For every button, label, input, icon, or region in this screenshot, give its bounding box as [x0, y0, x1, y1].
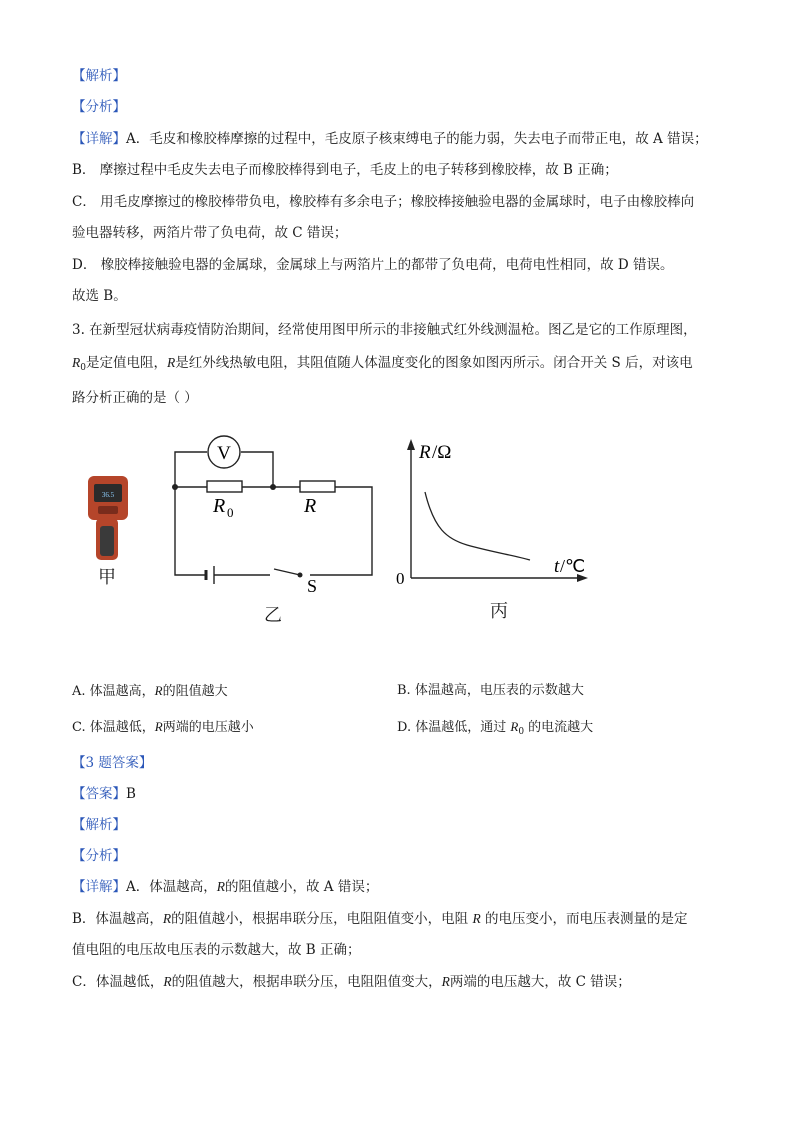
option-d-suffix: 的电流越大 — [524, 720, 594, 735]
resistance-temperature-graph — [392, 434, 602, 594]
x-axis-unit: /℃ — [560, 556, 586, 576]
circuit-diagram — [160, 430, 390, 595]
r0-symbol: R — [72, 355, 81, 370]
option-b: B. 体温越高，电压表的示数越大 — [397, 683, 584, 698]
detail-c-line-1: C． 用毛皮摩擦过的橡胶棒带负电，橡胶棒有多余电子；橡胶棒接触验电器的金属球时，电子由橡胶棒向 — [72, 194, 695, 210]
answer-fenxi-tag: 【分析】 — [72, 848, 126, 864]
option-d — [397, 717, 593, 742]
answer-c-symbol: R — [163, 974, 172, 989]
option-c-symbol: R — [154, 719, 163, 734]
option-a-suffix: 的阻值越大 — [162, 684, 228, 699]
answer-detail-a — [72, 877, 378, 897]
question-line-1: 3. 在新型冠状病毒疫情防治期间，经常使用图甲所示的非接触式红外线测温枪。图乙是它的工作原理图， — [72, 322, 697, 338]
resistor-r0 — [207, 481, 242, 492]
question-line-2-a: 是定值电阻， — [85, 355, 167, 371]
detail-d-line: D． 橡胶棒接触验电器的金属球，金属球上与两箔片上的都带了负电荷，电荷电性相同，故 D 错误。 — [72, 257, 674, 273]
r-symbol: R — [166, 355, 176, 370]
figure-jia-label: 甲 — [98, 567, 116, 588]
answer-tag: 【答案】 — [72, 786, 126, 802]
answer-value: B — [126, 786, 136, 802]
detail-tag: 【详解】 — [72, 131, 126, 147]
detail-a-line — [72, 129, 708, 149]
r0-label-sub: 0 — [227, 505, 234, 520]
y-axis-symbol: R — [419, 442, 431, 463]
answer-c-prefix: C．体温越低， — [72, 974, 164, 990]
answer-line — [72, 784, 136, 804]
gun-readout: 36.5 — [101, 491, 115, 499]
voltmeter-wire-left — [175, 452, 207, 487]
y-axis-arrow — [407, 439, 415, 450]
answer-b-suffix: 的电压变小，而电压表测量的是定 — [480, 911, 688, 927]
switch-blade — [274, 569, 300, 575]
answer-c-suffix: 两端的电压越大，故 C 错误； — [449, 974, 631, 990]
answer-b-mid: 的阻值越小，根据串联分压，电阻阻值变小，电阻 — [171, 911, 473, 927]
option-c — [72, 717, 254, 738]
wire-left — [175, 487, 206, 575]
figure-bing-label: 丙 — [490, 601, 508, 622]
answer-a-symbol: R — [216, 879, 225, 894]
option-d-prefix: D. 体温越低，通过 — [397, 720, 511, 735]
answer-detail-b-1 — [72, 909, 688, 929]
resistance-curve — [425, 492, 530, 560]
answer-detail-c — [72, 972, 631, 992]
conclusion-line: 故选 B。 — [72, 288, 127, 304]
resistor-r — [300, 481, 335, 492]
gun-grip — [100, 526, 114, 556]
answer-b-symbol: R — [162, 911, 172, 926]
option-d-symbol: R — [510, 719, 519, 734]
option-a-symbol: R — [154, 683, 163, 698]
answer-a-suffix: 的阻值越小，故 A 错误； — [225, 879, 379, 895]
option-c-suffix: 两端的电压越小 — [162, 720, 254, 735]
answer-c-symbol-2: R — [441, 974, 450, 989]
jiexi-tag: 【解析】 — [72, 68, 126, 84]
question-line-3: 路分析正确的是（ ） — [72, 390, 198, 406]
answer-section-title: 【3 题答案】 — [72, 755, 153, 771]
switch-contact — [298, 573, 303, 578]
answer-detail-tag: 【详解】 — [72, 879, 126, 895]
voltmeter-label: V — [217, 443, 231, 464]
switch-label: S — [307, 576, 318, 595]
detail-c-line-2: 验电器转移，两箔片带了负电荷，故 C 错误； — [72, 225, 348, 241]
detail-b-line: B． 摩擦过程中毛皮失去电子而橡胶棒得到电子，毛皮上的电子转移到橡胶棒，故 B 正确； — [72, 162, 618, 178]
answer-c-mid: 的阻值越大，根据串联分压，电阻阻值变大， — [171, 974, 442, 990]
fenxi-tag: 【分析】 — [72, 99, 126, 115]
y-axis-unit: /Ω — [432, 442, 452, 463]
option-a-prefix: A. 体温越高， — [72, 684, 155, 699]
answer-b-prefix: B．体温越高， — [72, 911, 163, 927]
x-axis-symbol: t — [554, 556, 560, 577]
detail-a-text: A．毛皮和橡胶棒摩擦的过程中，毛皮原子核束缚电子的能力弱，失去电子而带正电，故 A 错误； — [126, 131, 708, 147]
thermometer-gun-image — [84, 474, 134, 564]
wire-right — [310, 487, 372, 575]
origin-label: 0 — [396, 569, 405, 588]
gun-buttons — [98, 506, 118, 514]
answer-detail-b-2: 值电阻的电压故电压表的示数越大，故 B 正确； — [72, 942, 361, 958]
option-d-subscript: 0 — [518, 727, 525, 737]
junction-left — [172, 484, 178, 490]
junction-right — [270, 484, 276, 490]
r-label: R — [304, 495, 317, 517]
voltmeter-wire-right — [241, 452, 273, 487]
answer-b-symbol-2: R — [472, 911, 481, 926]
question-line-2 — [72, 353, 693, 378]
option-a — [72, 681, 228, 702]
r0-label: R — [213, 495, 226, 517]
answer-jiexi-tag: 【解析】 — [72, 817, 126, 833]
r0-subscript: 0 — [80, 363, 86, 373]
question-line-2-b: 是红外线热敏电阻，其阻值随人体温度变化的图象如图丙所示。闭合开关 S 后，对该电 — [175, 355, 693, 371]
answer-a-prefix: A．体温越高， — [126, 879, 217, 895]
figure-yi-label: 乙 — [264, 605, 282, 626]
option-c-prefix: C. 体温越低， — [72, 720, 155, 735]
